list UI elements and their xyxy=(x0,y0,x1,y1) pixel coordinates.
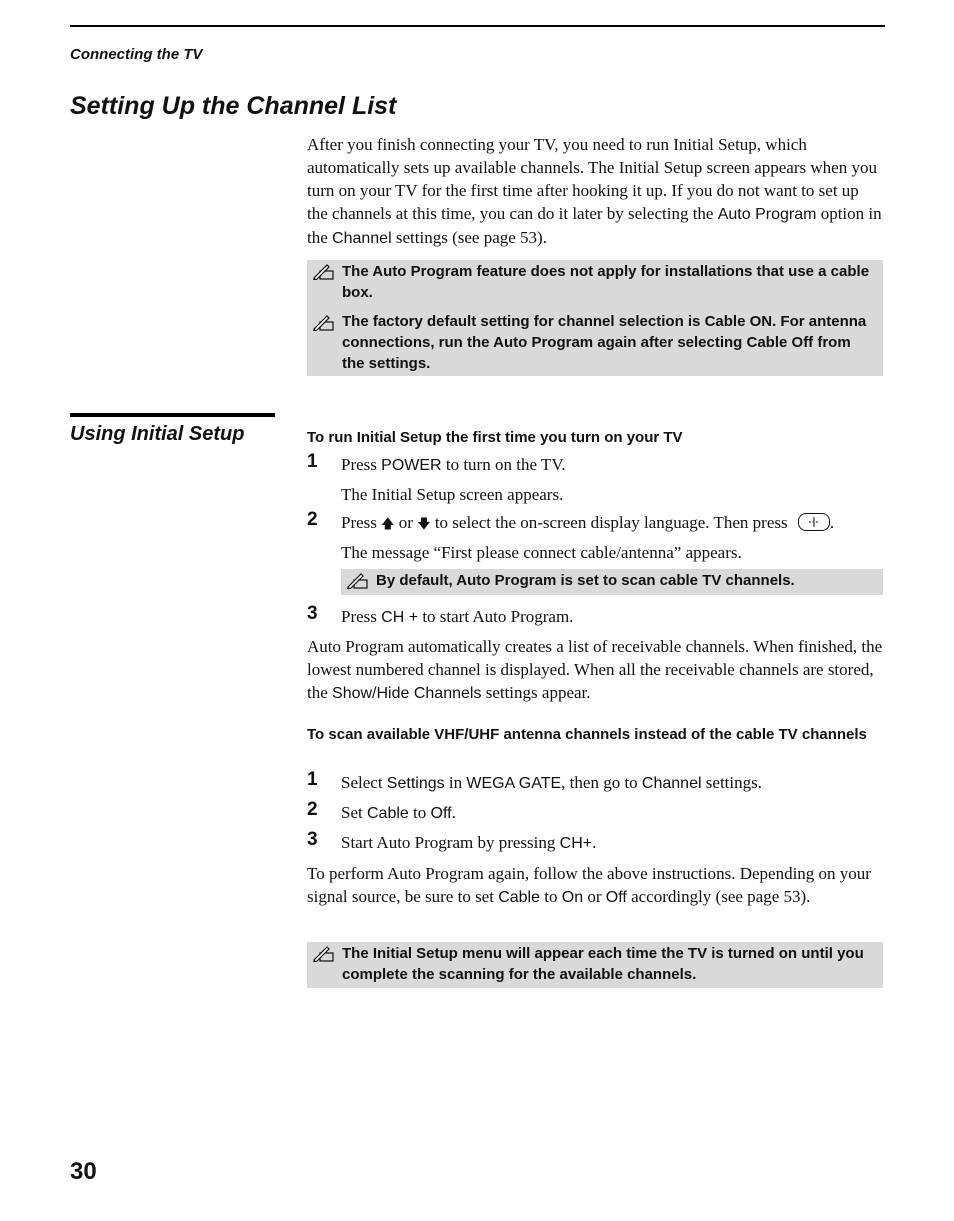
enter-button-icon xyxy=(798,513,830,531)
step-text: Start Auto Program by pressing CH+. xyxy=(341,833,597,852)
step-text: Select Settings in WEGA GATE, then go to Channel settings. xyxy=(341,773,762,792)
intro-text-3: settings (see page 53). xyxy=(391,228,547,247)
pencil-note-icon xyxy=(312,944,336,962)
intro-text-1: After you finish connecting your TV, you need to run Initial Setup, which automatically sets up available channels. The Initial Setup screen appears when you turn on your TV for the first time after hooking it up. If you do not want to set up the channels at this time, you can do it later by selecting the xyxy=(307,135,877,223)
ui-on: On xyxy=(561,889,584,906)
header-rule xyxy=(70,25,885,27)
sidebar-heading: Using Initial Setup xyxy=(70,423,245,445)
ui-show-hide-channels: Show/Hide Channels xyxy=(332,685,482,702)
note-item xyxy=(307,942,883,985)
ui-power: POWER xyxy=(381,457,442,474)
intro-ui-auto-program: Auto Program xyxy=(717,206,817,223)
intro-text-2: option in the xyxy=(307,204,882,247)
ui-channel: Channel xyxy=(641,775,702,792)
note-text: The factory default setting for channel selection is Cable ON. For antenna connections, run the Auto Program again after selecting Cable Off from the settings. xyxy=(342,313,867,372)
note-text: The Auto Program feature does not apply for installations that use a cable box. xyxy=(342,263,870,301)
ui-ch-plus: CH + xyxy=(381,609,419,626)
ui-settings: Settings xyxy=(386,775,445,792)
note-text: By default, Auto Program is set to scan cable TV channels. xyxy=(376,572,795,589)
procedure-summary: Auto Program automatically creates a list of receivable channels. When finished, the lowest numbered channel is displayed. When all the receivable channels are stored, the Show/Hide Channels settings appear. xyxy=(307,637,883,702)
sidebar-rule xyxy=(70,413,275,417)
step-number: 2 xyxy=(307,509,318,530)
step-number: 1 xyxy=(307,769,318,790)
pencil-note-icon xyxy=(312,262,336,280)
step-number: 1 xyxy=(307,451,318,472)
note-box-top xyxy=(307,260,883,376)
procedure-summary: To perform Auto Program again, follow the above instructions. Depending on your signal source, be sure to set Cable to On or Off accordingly (see page 53). xyxy=(307,864,871,906)
page-title: Setting Up the Channel List xyxy=(70,92,397,120)
procedure-heading: To run Initial Setup the first time you turn on your TV xyxy=(307,429,683,446)
ui-ch-plus: CH+ xyxy=(559,835,593,852)
step-result: The message “First please connect cable/antenna” appears. xyxy=(341,543,742,562)
intro-ui-channel: Channel xyxy=(332,230,392,247)
step-text: Press POWER to turn on the TV. xyxy=(341,455,566,474)
ui-wega-gate: WEGA GATE xyxy=(466,775,562,792)
procedure-heading: To scan available VHF/UHF antenna channels instead of the cable TV channels xyxy=(307,726,867,743)
note-item xyxy=(341,569,883,591)
note-box-step2 xyxy=(341,569,883,595)
ui-cable: Cable xyxy=(498,889,541,906)
note-box-bottom xyxy=(307,942,883,988)
step-number: 2 xyxy=(307,799,318,820)
down-arrow-icon: 🡇 xyxy=(417,517,431,532)
step-text: Press CH + to start Auto Program. xyxy=(341,607,574,626)
ui-off: Off xyxy=(430,805,452,822)
pencil-note-icon xyxy=(346,571,370,589)
step-number: 3 xyxy=(307,829,318,850)
step-text: Press 🡅 or 🡇 to select the on-screen display language. Then press . xyxy=(341,511,883,536)
note-text: The Initial Setup menu will appear each time the TV is turned on until you complete the scanning for the available channels. xyxy=(342,945,864,983)
step-number: 3 xyxy=(307,603,318,624)
section-label: Connecting the TV xyxy=(70,46,203,63)
step-text: Set Cable to Off. xyxy=(341,803,456,822)
ui-cable: Cable xyxy=(366,805,409,822)
step-result: The Initial Setup screen appears. xyxy=(341,485,564,504)
up-arrow-icon: 🡅 xyxy=(381,517,395,532)
intro-paragraph xyxy=(307,133,883,250)
note-item xyxy=(307,303,883,374)
page-number: 30 xyxy=(70,1158,97,1185)
ui-off: Off xyxy=(605,889,627,906)
pencil-note-icon xyxy=(312,313,336,331)
note-item xyxy=(307,260,883,303)
